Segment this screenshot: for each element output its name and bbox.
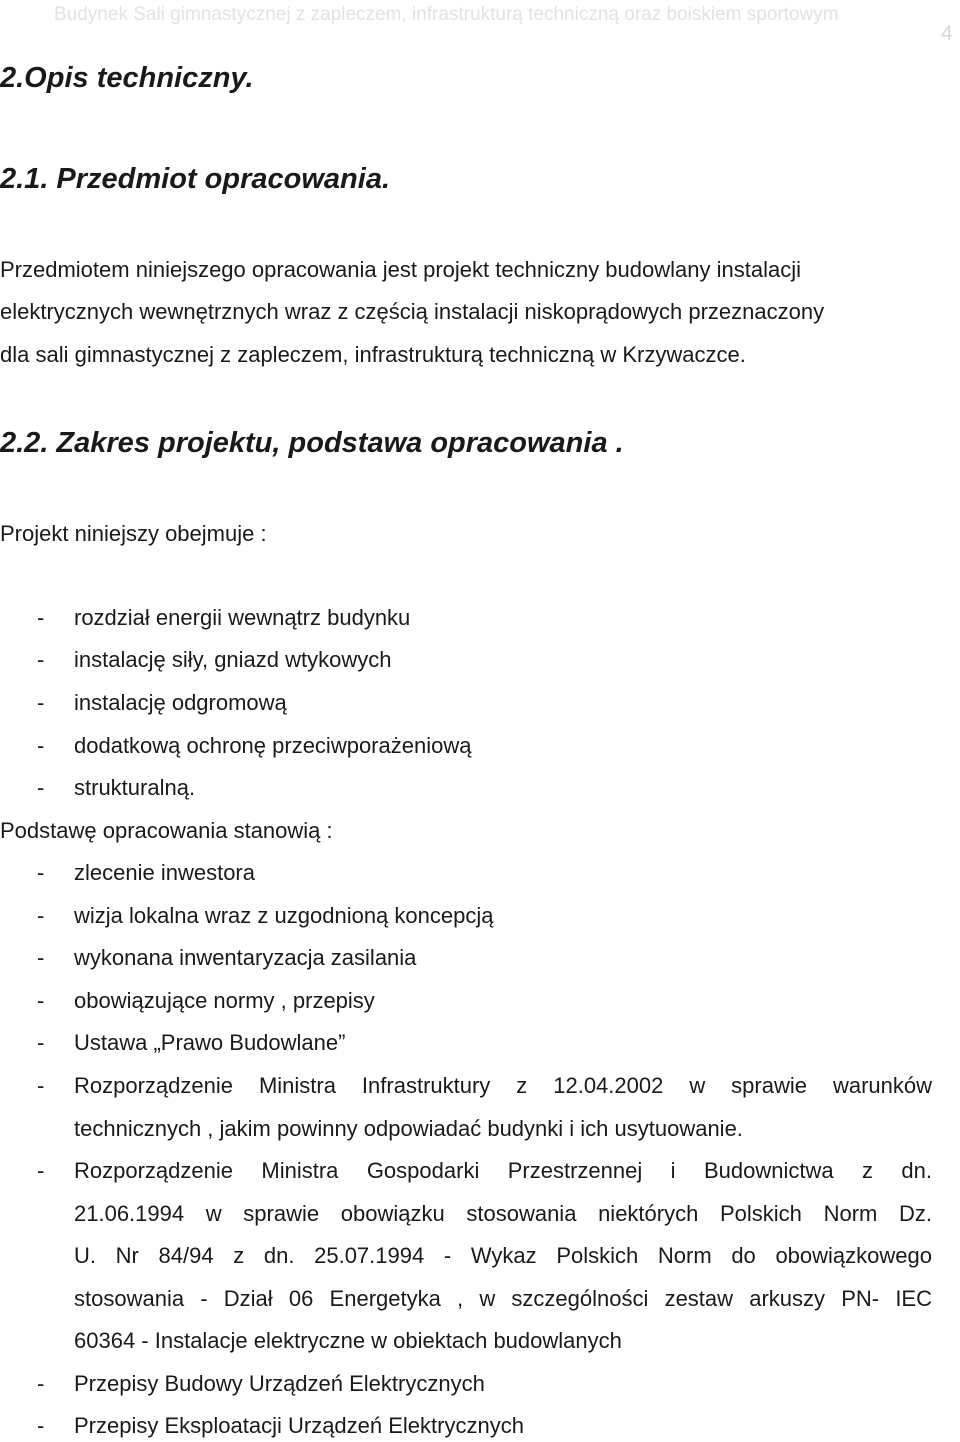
header-title: Budynek Sali gimnastycznej z zapleczem, infrastrukturą techniczną oraz boiskiem sportowym: [54, 4, 839, 25]
list-item: instalację siły, gniazd wtykowych: [74, 647, 392, 672]
list-bullet: -: [37, 690, 45, 715]
list-bullet: -: [37, 647, 45, 672]
list-item: strukturalną.: [74, 775, 196, 800]
list-bullet: -: [37, 733, 45, 758]
list-item: obowiązujące normy , przepisy: [74, 988, 375, 1013]
rozporzadzenie-2-line-2: 21.06.1994 w sprawie obowiązku stosowania niektórych Polskich Norm Dz.: [74, 1201, 932, 1226]
list-bullet: -: [37, 1158, 45, 1183]
list-item: Ustawa „Prawo Budowlane”: [74, 1030, 346, 1055]
intro-line-3: dla sali gimnastycznej z zapleczem, infrastrukturą techniczną w Krzywaczce.: [0, 342, 746, 367]
intro-line-1: Przedmiotem niniejszego opracowania jest projekt techniczny budowlany instalacji: [0, 257, 801, 282]
list-bullet: -: [37, 860, 45, 885]
heading-przedmiot-opracowania: 2.1. Przedmiot opracowania.: [0, 163, 390, 195]
heading-opis-techniczny: 2.Opis techniczny.: [0, 62, 254, 94]
list-bullet: -: [37, 1030, 45, 1055]
list-item: instalację odgromową: [74, 690, 287, 715]
list-bullet: -: [37, 988, 45, 1013]
list-bullet: -: [37, 605, 45, 630]
list-item: dodatkową ochronę przeciwporażeniową: [74, 733, 472, 758]
list-bullet: -: [37, 1073, 45, 1098]
rozporzadzenie-1-line-1: Rozporządzenie Ministra Infrastruktury z 12.04.2002 w sprawie warunków: [74, 1073, 932, 1098]
rozporzadzenie-2-line-5: 60364 - Instalacje elektryczne w obiektach budowlanych: [74, 1328, 622, 1353]
list-item: rozdział energii wewnątrz budynku: [74, 605, 411, 630]
rozporzadzenie-1-line-2: technicznych , jakim powinny odpowiadać budynki i ich usytuowanie.: [74, 1116, 743, 1141]
rozporzadzenie-2-line-3: U. Nr 84/94 z dn. 25.07.1994 - Wykaz Polskich Norm do obowiązkowego: [74, 1243, 932, 1268]
list-item: wizja lokalna wraz z uzgodnioną koncepcją: [74, 903, 494, 928]
heading-zakres-projektu: 2.2. Zakres projektu, podstawa opracowania .: [0, 427, 624, 459]
list-item: zlecenie inwestora: [74, 860, 255, 885]
list-bullet: -: [37, 1413, 45, 1438]
page-number: 4: [941, 22, 953, 45]
list-item: Przepisy Budowy Urządzeń Elektrycznych: [74, 1371, 485, 1396]
list-bullet: -: [37, 1371, 45, 1396]
list-bullet: -: [37, 775, 45, 800]
list-item: Przepisy Eksploatacji Urządzeń Elektrycznych: [74, 1413, 524, 1438]
scope-label: Projekt niniejszy obejmuje :: [0, 521, 267, 546]
rozporzadzenie-2-line-1: Rozporządzenie Ministra Gospodarki Przestrzennej i Budownictwa z dn.: [74, 1158, 932, 1183]
list-bullet: -: [37, 945, 45, 970]
basis-label: Podstawę opracowania stanowią :: [0, 818, 333, 843]
list-bullet: -: [37, 903, 45, 928]
list-item: wykonana inwentaryzacja zasilania: [74, 945, 417, 970]
intro-line-2: elektrycznych wewnętrznych wraz z częścią instalacji niskoprądowych przeznaczony: [0, 299, 825, 324]
rozporzadzenie-2-line-4: stosowania - Dział 06 Energetyka , w szczególności zestaw arkuszy PN- IEC: [74, 1286, 932, 1311]
